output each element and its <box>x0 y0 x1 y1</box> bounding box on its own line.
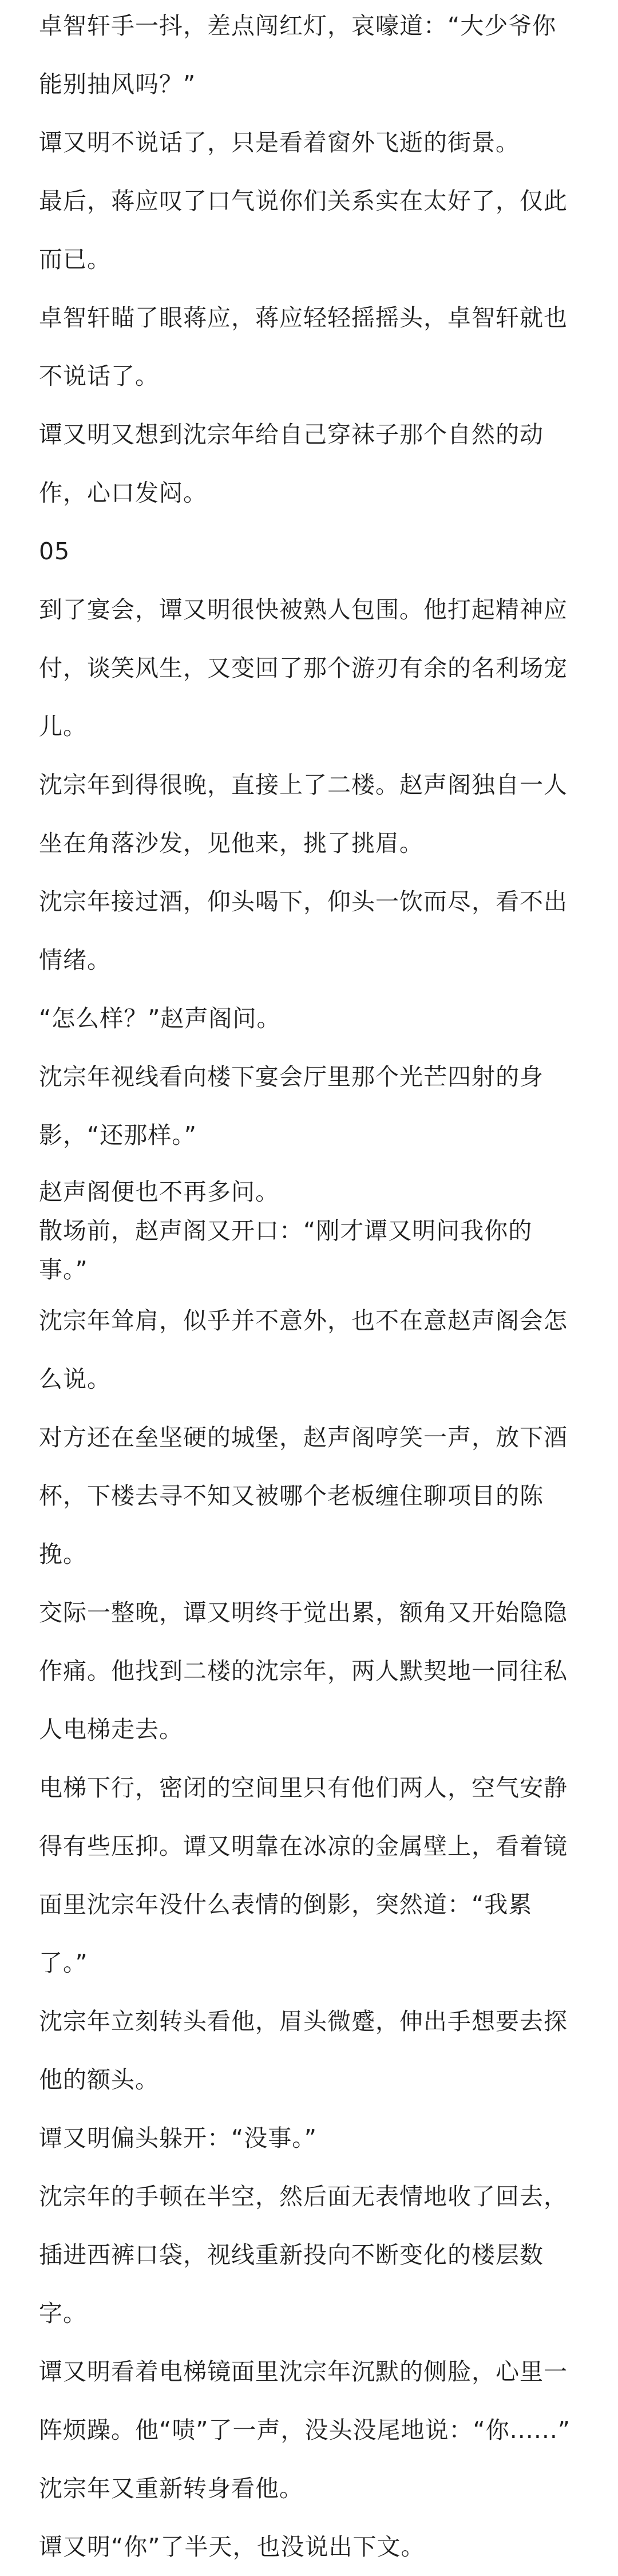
chapter-number: 05 <box>39 538 70 565</box>
paragraph: 谭又明“你”了半天，也没说出下文。 <box>39 2533 425 2561</box>
paragraph: 沈宗年到得很晚，直接上了二楼。赵声阁独自一人坐在角落沙发，见他来，挑了挑眉。 <box>39 771 568 857</box>
paragraph: 散场前，赵声阁又开口：“刚才谭又明问我你的事。” <box>39 1217 533 1283</box>
paragraph: 沈宗年耸肩，似乎并不意外，也不在意赵声阁会怎么说。 <box>39 1307 568 1393</box>
paragraph: 沈宗年的手顿在半空，然后面无表情地收了回去，插进西裤口袋，视线重新投向不断变化的楼层数字。 <box>39 2183 568 2327</box>
paragraph: 赵声阁便也不再多问。 <box>39 1178 279 1206</box>
paragraph: 对方还在垒坚硬的城堡，赵声阁哼笑一声，放下酒杯，下楼去寻不知又被哪个老板缠住聊项目的陈挽。 <box>39 1424 568 1568</box>
paragraph: 卓智轩瞄了眼蒋应，蒋应轻轻摇摇头，卓智轩就也不说话了。 <box>39 304 568 390</box>
paragraph: 到了宴会，谭又明很快被熟人包围。他打起精神应付，谈笑风生，又变回了那个游刃有余的名利场宠儿。 <box>39 596 568 740</box>
paragraph: 交际一整晚，谭又明终于觉出累，额角又开始隐隐作痛。他找到二楼的沈宗年，两人默契地一同往私人电梯走去。 <box>39 1599 568 1743</box>
paragraph: 谭又明偏头躲开：“没事。” <box>39 2124 317 2152</box>
paragraph: 最后，蒋应叹了口气说你们关系实在太好了，仅此而已。 <box>39 187 568 273</box>
paragraph: 沈宗年接过酒，仰头喝下，仰头一饮而尽，看不出情绪。 <box>39 888 568 974</box>
paragraph: “怎么样？”赵声阁问。 <box>39 1005 281 1032</box>
paragraph: 电梯下行，密闭的空间里只有他们两人，空气安静得有些压抑。谭又明靠在冰凉的金属壁上，看着镜面里沈宗年没什么表情的倒影，突然道：“我累了。” <box>39 1774 568 1977</box>
paragraph: 谭又明不说话了，只是看着窗外飞逝的街景。 <box>39 129 520 156</box>
paragraph: 沈宗年视线看向楼下宴会厅里那个光芒四射的身影，“还那样。” <box>39 1063 544 1149</box>
paragraph: 谭又明又想到沈宗年给自己穿袜子那个自然的动作，心口发闷。 <box>39 421 544 507</box>
paragraph: 沈宗年又重新转身看他。 <box>39 2475 303 2502</box>
paragraph: 谭又明看着电梯镜面里沈宗年沉默的侧脸，心里一阵烦躁。他“啧”了一声，没头没尾地说：“你......” <box>39 2358 571 2444</box>
paragraph: 卓智轩手一抖，差点闯红灯，哀嚎道：“大少爷你能别抽风吗？” <box>39 12 557 98</box>
paragraph: 沈宗年立刻转头看他，眉头微蹙，伸出手想要去探他的额头。 <box>39 2008 568 2093</box>
